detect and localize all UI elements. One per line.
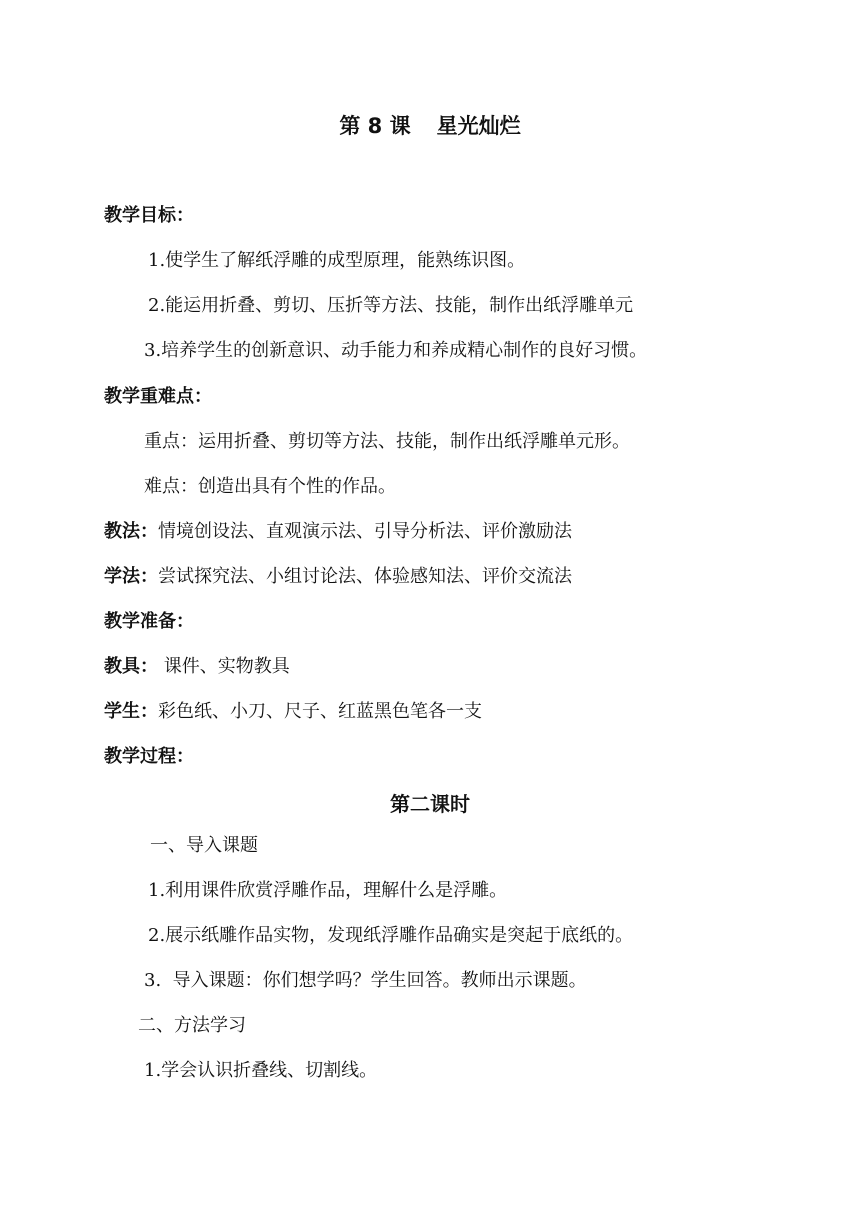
list-item: 3. 导入课题：你们想学吗？学生回答。教师出示课题。 (144, 970, 587, 991)
tools-value: 课件、实物教具 (158, 656, 290, 677)
teaching-method (104, 519, 572, 545)
learning-method-label: 学法： (104, 566, 158, 587)
objective-item: 3.培养学生的创新意识、动手能力和养成精心制作的良好习惯。 (144, 340, 648, 361)
tools-label: 教具： (104, 656, 158, 677)
students-label: 学生： (104, 701, 158, 722)
section-heading: 一、导入课题 (150, 835, 258, 856)
section-heading: 二、方法学习 (138, 1015, 246, 1036)
objectives-heading: 教学目标： (104, 205, 194, 226)
learning-method-value: 尝试探究法、小组讨论法、体验感知法、评价交流法 (158, 566, 572, 587)
focus-point: 重点：运用折叠、剪切等方法、技能，制作出纸浮雕单元形。 (144, 431, 630, 452)
difficulty-point: 难点：创造出具有个性的作品。 (144, 476, 396, 497)
teaching-method-value: 情境创设法、直观演示法、引导分析法、评价激励法 (158, 521, 572, 542)
lesson-number: 第 8 课 (339, 114, 411, 138)
session-title: 第二课时 (390, 792, 470, 816)
page-title (0, 110, 860, 140)
teaching-tools (104, 654, 290, 680)
students-value: 彩色纸、小刀、尺子、红蓝黑色笔各一支 (158, 701, 482, 722)
learning-method (104, 564, 572, 590)
preparation-heading: 教学准备： (104, 611, 194, 632)
lesson-name: 星光灿烂 (436, 114, 521, 138)
key-points-heading: 教学重难点： (104, 386, 212, 407)
list-item: 1.学会认识折叠线、切割线。 (144, 1060, 378, 1081)
student-materials (104, 699, 482, 725)
objective-item: 2.能运用折叠、剪切、压折等方法、技能，制作出纸浮雕单元 (148, 295, 634, 316)
list-item: 1.利用课件欣赏浮雕作品，理解什么是浮雕。 (148, 880, 508, 901)
list-item: 2.展示纸雕作品实物，发现纸浮雕作品确实是突起于底纸的。 (148, 925, 634, 946)
objective-item: 1.使学生了解纸浮雕的成型原理，能熟练识图。 (148, 250, 526, 271)
process-heading: 教学过程： (104, 746, 194, 767)
teaching-method-label: 教法： (104, 521, 158, 542)
